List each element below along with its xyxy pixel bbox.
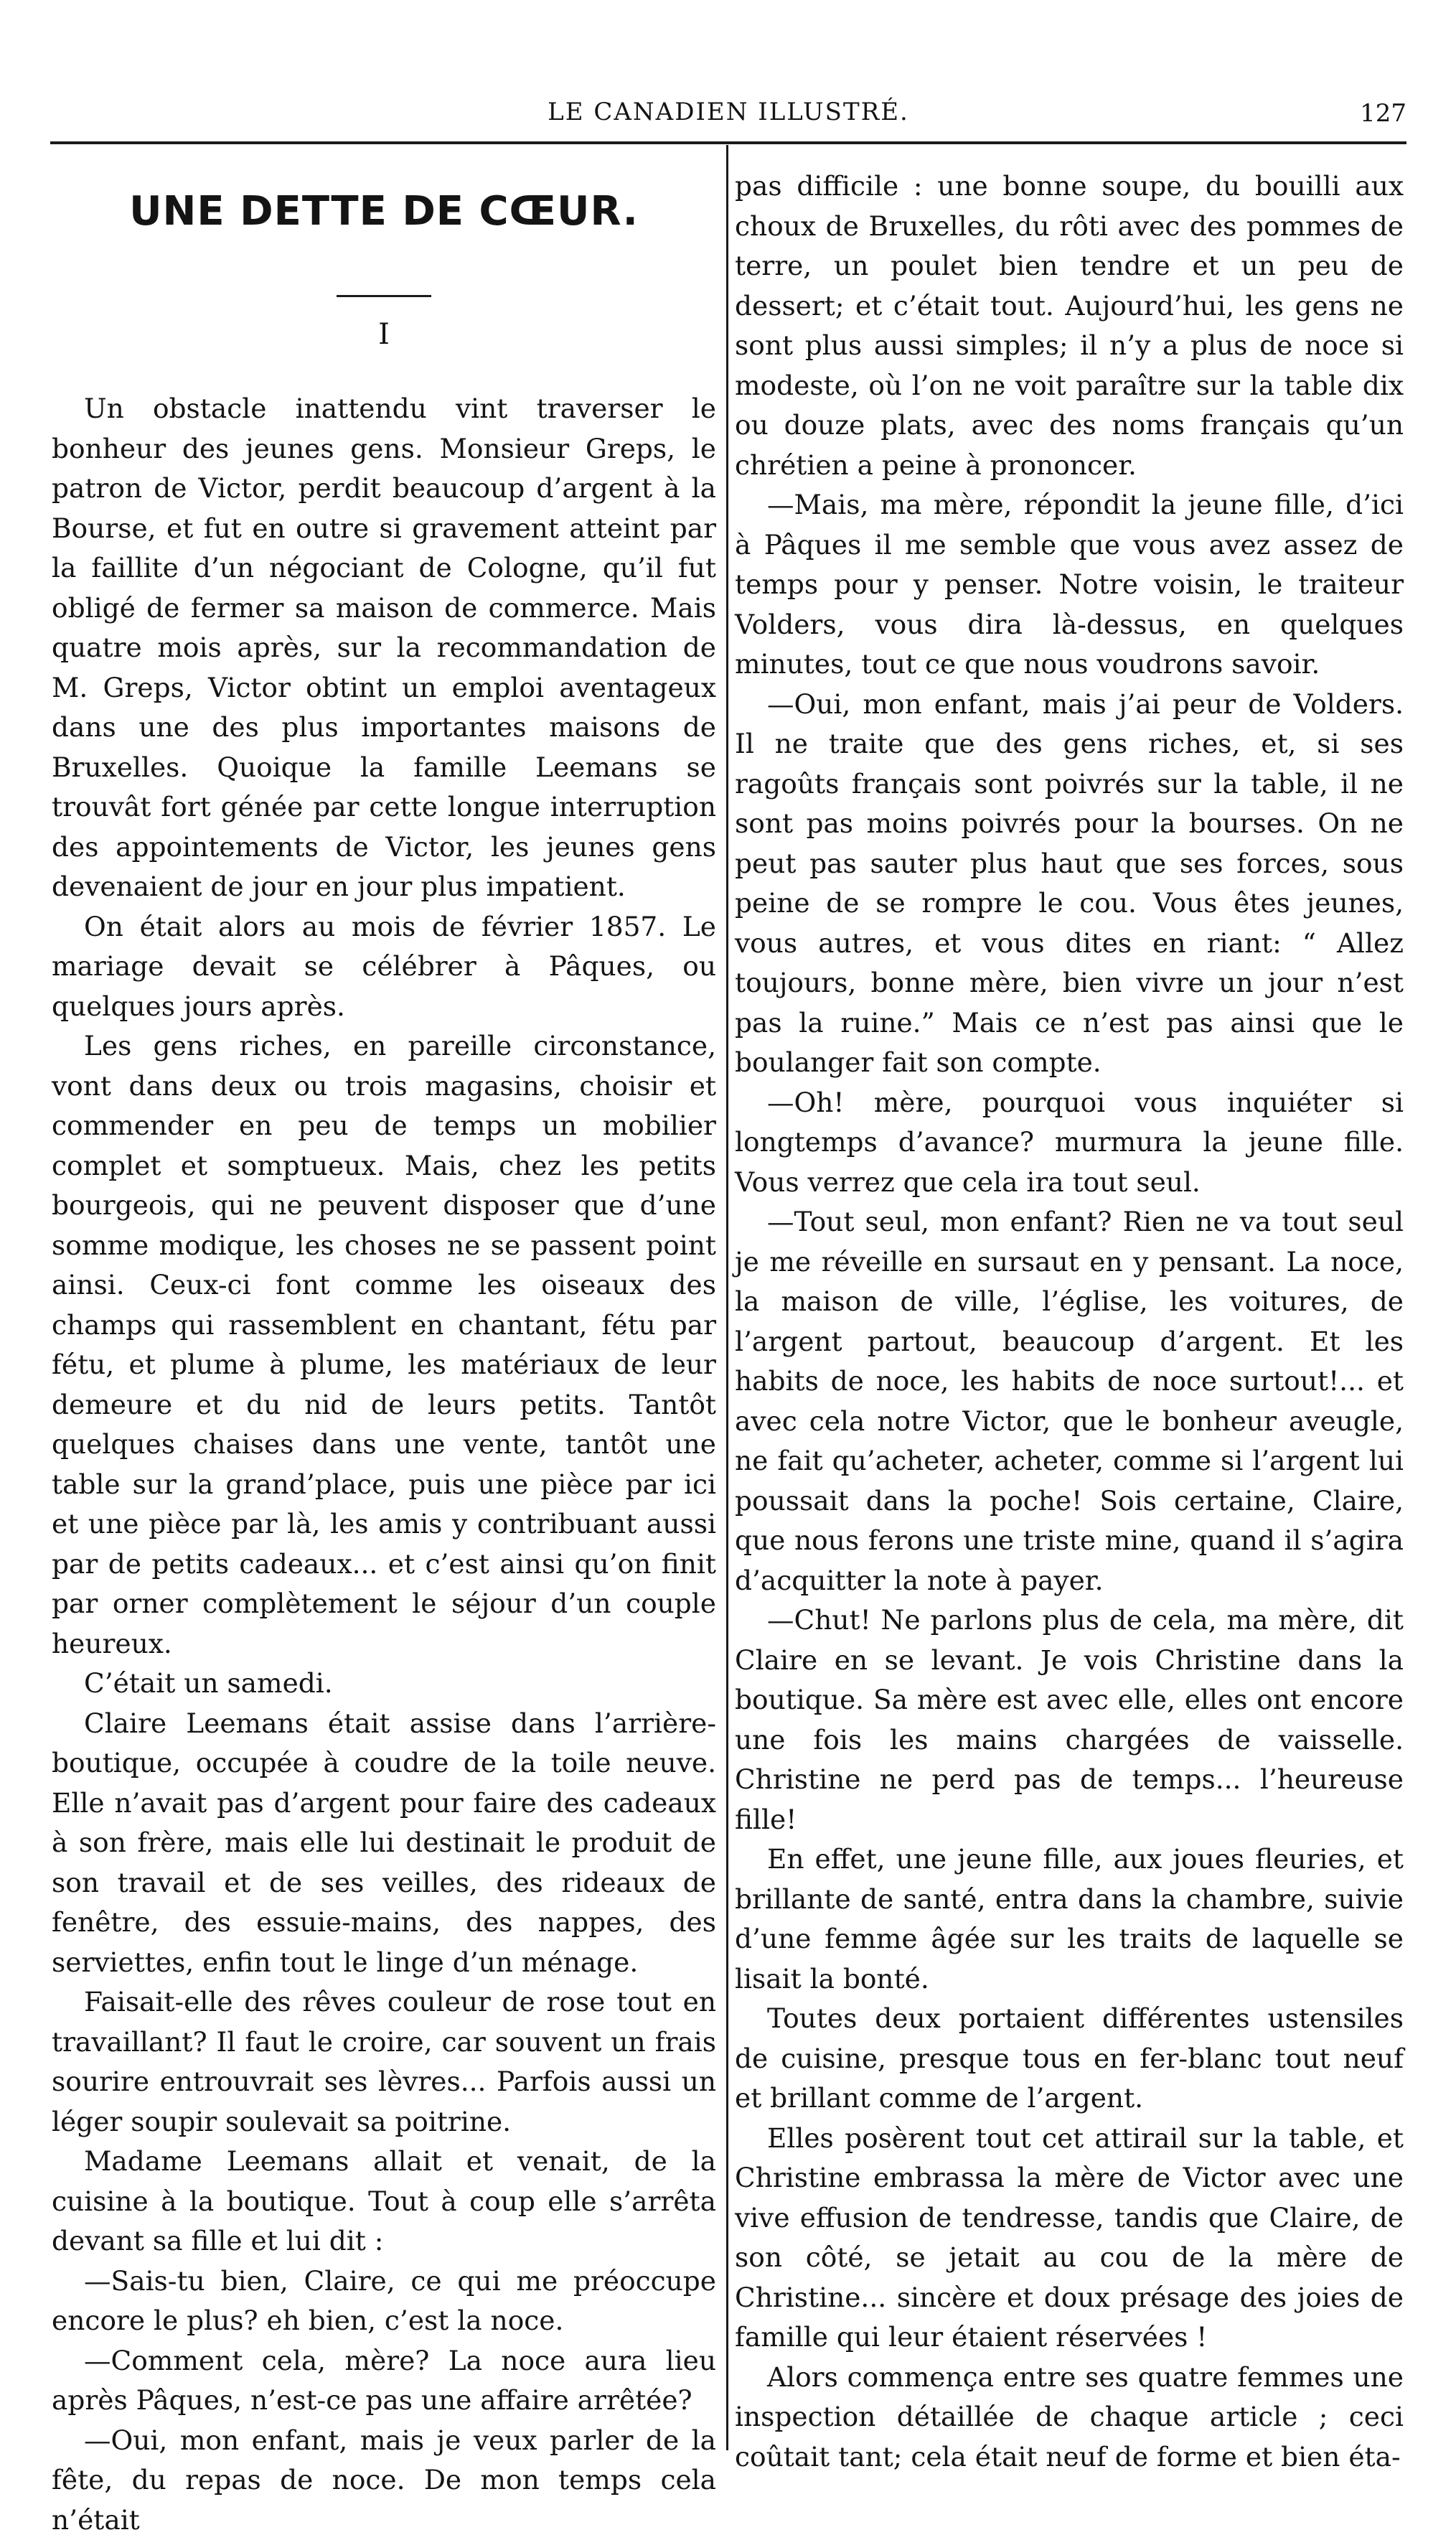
paragraph: C’était un samedi. — [52, 1664, 716, 1704]
article-title: UNE DETTE DE CŒUR. — [52, 183, 716, 240]
paragraph: —Oui, mon enfant, mais je veux parler de la fête, du repas de noce. De mon temps cela n’était — [52, 2421, 716, 2540]
header-rule — [50, 141, 1406, 144]
paragraph: Madame Leemans allait et venait, de la cuisine à la boutique. Tout à coup elle s’arrêta devant sa fille et lui dit : — [52, 2142, 716, 2262]
paragraph: —Comment cela, mère? La noce aura lieu après Pâques, n’est-ce pas une affaire arrêtée? — [52, 2341, 716, 2421]
paragraph: —Mais, ma mère, répondit la jeune fille, d’ici à Pâques il me semble que vous avez assez de temps pour y penser. Notre voisin, le traiteur Volders, vous dira là-dessus, en quelques minutes, tout ce que nous voudrons savoir. — [735, 485, 1404, 685]
paragraph: Faisait-elle des rêves couleur de rose tout en travaillant? Il faut le croire, car souvent un frais sourire entrouvrait ses lèvres... Parfois aussi un léger soupir soulevait sa poitrine. — [52, 1982, 716, 2142]
journal-title: LE CANADIEN ILLUSTRÉ. — [50, 98, 1406, 126]
paragraph: —Oh! mère, pourquoi vous inquiéter si longtemps d’avance? murmura la jeune fille. Vous verrez que cela ira tout seul. — [735, 1083, 1404, 1203]
paragraph: En effet, une jeune fille, aux joues fleuries, et brillante de santé, entra dans la chambre, suivie d’une femme âgée sur les traits de laquelle se lisait la bonté. — [735, 1840, 1404, 1999]
paragraph: Un obstacle inattendu vint traverser le bonheur des jeunes gens. Monsieur Greps, le patron de Victor, perdit beaucoup d’argent à la Bourse, et fut en outre si gravement atteint par la faillite d’un négociant de Cologne, qu’il fut obligé de fermer sa maison de commerce. Mais quatre mois après, sur la recommandation de M. Greps, Victor obtint un emploi aventageux dans une des plus importantes maisons de Bruxelles. Quoique la famille Leemans se trouvât fort génée par cette longue interruption des appointements de Victor, les jeunes gens devenaient de jour en jour plus impatient. — [52, 389, 716, 907]
paragraph: Toutes deux portaient différentes ustensiles de cuisine, presque tous en fer-blanc tout neuf et brillant comme de l’argent. — [735, 1999, 1404, 2119]
paragraph: Elles posèrent tout cet attirail sur la table, et Christine embrassa la mère de Victor avec une vive effusion de tendresse, tandis que Claire, de son côté, se jetait au cou de la mère de Christine... sincère et doux présage des joies de famille qui leur étaient réservées ! — [735, 2119, 1404, 2358]
paragraph: —Sais-tu bien, Claire, ce qui me préoccupe encore le plus? eh bien, c’est la noce. — [52, 2262, 716, 2341]
paragraph: —Oui, mon enfant, mais j’ai peur de Volders. Il ne traite que des gens riches, et, si ses ragoûts français sont poivrés sur la table, il ne sont pas moins poivrés pour la bourses. On ne peut pas sauter plus haut que ses forces, sous peine de se rompre le cou. Vous êtes jeunes, vous autres, et vous dites en riant: “ Allez toujours, bonne mère, bien vivre un jour n’est pas la ruine.” Mais ce n’est pas ainsi que le boulanger fait son compte. — [735, 685, 1404, 1083]
section-number: I — [52, 313, 716, 356]
page-number: 127 — [1360, 99, 1406, 128]
paragraph: Claire Leemans était assise dans l’arrière-boutique, occupée à coudre de la toile neuve. Elle n’avait pas d’argent pour faire des cadeaux à son frère, mais elle lui destinait le produit de son travail et de ses veilles, des rideaux de fenêtre, des essuie-mains, des nappes, des serviettes, enfin tout le linge d’un ménage. — [52, 1704, 716, 1983]
paragraph: Les gens riches, en pareille circonstance, vont dans deux ou trois magasins, choisir et commender en peu de temps un mobilier complet et somptueux. Mais, chez les petits bourgeois, qui ne peuvent disposer que d’une somme modique, les choses ne se passent point ainsi. Ceux-ci font comme les oiseaux des champs qui rassemblent en chantant, fétu par fétu, et plume à plume, les matériaux de leur demeure et du nid de leurs petits. Tantôt quelques chaises dans une vente, tantôt une table sur la grand’place, puis une pièce par ici et une pièce par là, les amis y contribuant aussi par de petits cadeaux... et c’est ainsi qu’on finit par orner complètement le séjour d’un couple heureux. — [52, 1026, 716, 1664]
left-column — [52, 169, 716, 2540]
paragraph: On était alors au mois de février 1857. Le mariage devait se célébrer à Pâques, ou quelques jours après. — [52, 907, 716, 1027]
paragraph: pas difficile : une bonne soupe, du bouilli aux choux de Bruxelles, du rôti avec des pommes de terre, un poulet bien tendre et un peu de dessert; et c’était tout. Aujourd’hui, les gens ne sont plus aussi simples; il n’y a plus de noce si modeste, où l’on ne voit paraître sur la table dix ou douze plats, avec des noms français qu’un chrétien a peine à prononcer. — [735, 167, 1404, 485]
paragraph: —Chut! Ne parlons plus de cela, ma mère, dit Claire en se levant. Je vois Christine dans la boutique. Sa mère est avec elle, elles ont encore une fois les mains chargées de vaisselle. Christine ne perd pas de temps... l’heureuse fille! — [735, 1601, 1404, 1840]
running-head — [50, 92, 1406, 135]
right-column — [735, 167, 1404, 2477]
paragraph: —Tout seul, mon enfant? Rien ne va tout seul je me réveille en sursaut en y pensant. La noce, la maison de ville, l’église, les voitures, de l’argent partout, beaucoup d’argent. Et les habits de noce, les habits de noce surtout!... et avec cela notre Victor, que le bonheur aveugle, ne fait qu’acheter, acheter, comme si l’argent lui poussait dans la poche! Sois certaine, Claire, que nous ferons une triste mine, quand il s’agira d’acquitter la note à payer. — [735, 1202, 1404, 1601]
column-divider — [726, 145, 728, 2450]
title-rule — [337, 295, 431, 297]
paragraph: Alors commença entre ses quatre femmes une inspection détaillée de chaque article ; ceci coûtait tant; cela était neuf de forme et bien éta- — [735, 2358, 1404, 2478]
